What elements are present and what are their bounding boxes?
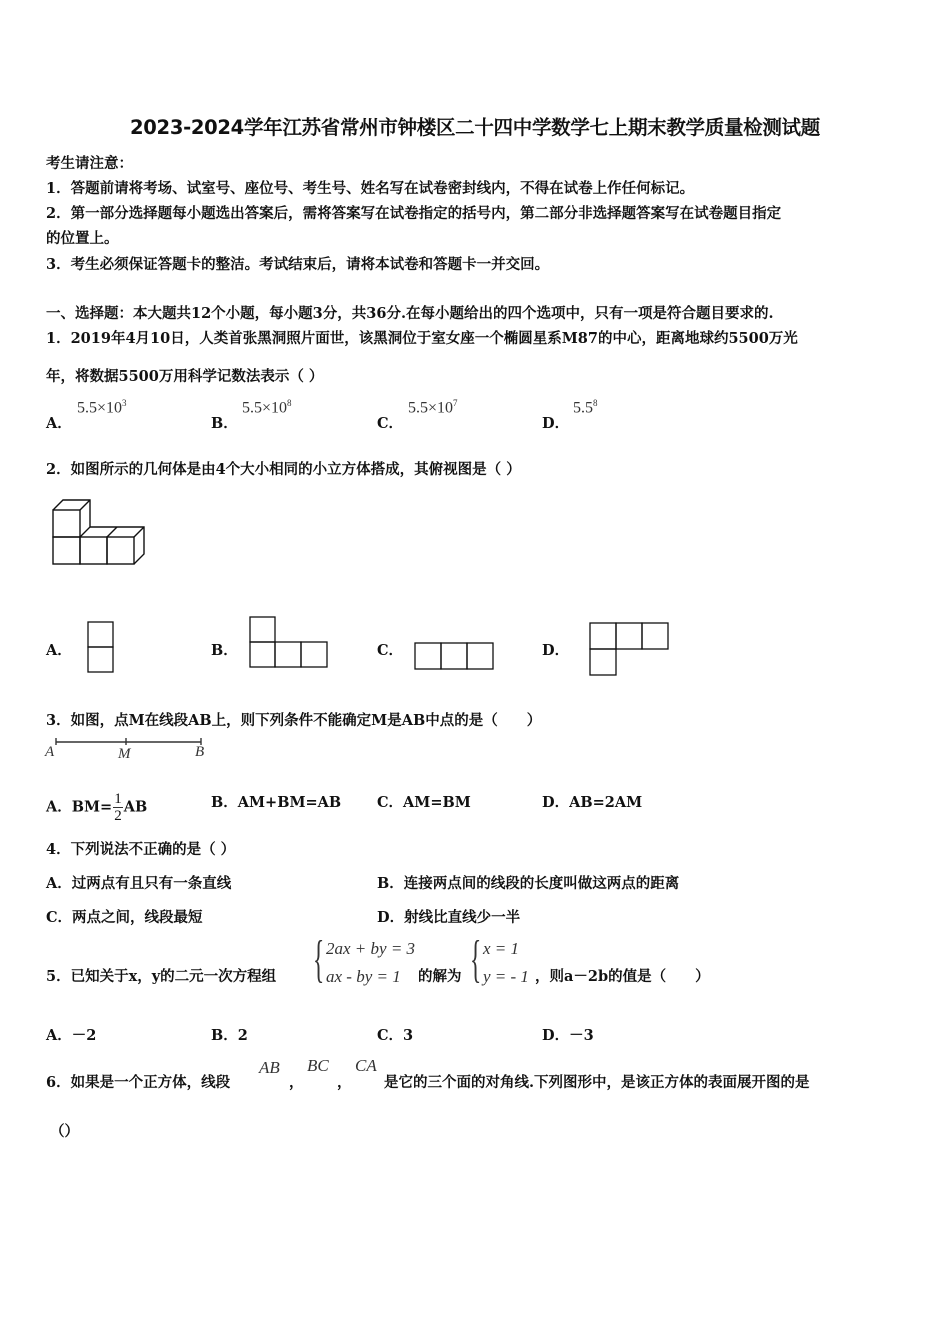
q4-option-c: C．两点之间，线段最短 <box>46 909 203 926</box>
q2-option-d-figure <box>589 622 671 678</box>
q5-option-c: C．3 <box>377 1027 414 1044</box>
page-title: 2023-2024学年江苏省常州市钟楼区二十四中学数学七上期末教学质量检测试题 <box>130 116 820 139</box>
q6-text-suffix: 是它的三个面的对角线.下列图形中，是该正方体的表面展开图的是 <box>384 1074 810 1091</box>
q3-option-c: C．AM=BM <box>377 794 471 811</box>
q5-text-prefix: 5．已知关于x，y的二元一次方程组 <box>46 968 277 985</box>
q2-option-c-label: C． <box>377 642 404 659</box>
q4-option-d: D．射线比直线少一半 <box>377 909 521 926</box>
q5-system-brace: { <box>313 931 325 988</box>
q1-option-b-value: $5.5\times 10^8$ <box>242 398 292 417</box>
q5-option-a: A．－2 <box>46 1027 97 1044</box>
q3-point-a: A <box>45 744 55 760</box>
section-heading: 一、选择题：本大题共12个小题，每小题3分，共36分.在每小题给出的四个选项中，只有一项是符合题目要求的. <box>46 305 774 322</box>
q5-equation-1: 2ax + by = 3 <box>326 939 416 958</box>
q6-comma-2: ， <box>337 1074 352 1091</box>
q5-solution-brace: { <box>470 931 482 988</box>
q1-option-d-label: D． <box>542 415 570 432</box>
q3-option-d: D．AB=2AM <box>542 794 643 811</box>
q3-option-b: B．AM+BM=AB <box>211 794 342 811</box>
q2-option-a-label: A． <box>46 642 72 659</box>
q2-option-c-figure <box>414 642 496 672</box>
q1-option-a-value: $5.5\times 10^3$ <box>77 398 127 417</box>
q3-text: 3．如图，点M在线段AB上，则下列条件不能确定M是AB中点的是（ ） <box>46 712 542 729</box>
notice-item-2-cont: 的位置上。 <box>46 230 119 247</box>
q2-text: 2．如图所示的几何体是由4个大小相同的小立方体搭成，其俯视图是（ ） <box>46 461 521 478</box>
q1-option-d-value: $5.5^8$ <box>573 398 598 417</box>
q5-option-b: B．2 <box>211 1027 248 1044</box>
q5-solution-x: x = 1 <box>483 939 520 958</box>
q6-segment-ab: AB <box>259 1058 280 1077</box>
q5-text-middle: 的解为 <box>418 968 462 985</box>
q1-option-c-value: $5.5\times 10^7$ <box>408 398 458 417</box>
q5-text-suffix: ，则a－2b的值是（ ） <box>535 968 710 985</box>
q2-option-d-label: D． <box>542 642 570 659</box>
q1-text-2: 年，将数据5500万用科学记数法表示（ ） <box>46 368 324 385</box>
notice-item-2: 2．第一部分选择题每小题选出答案后，需将答案写在试卷指定的括号内，第二部分非选择题答案写在试卷题目指定 <box>46 205 782 222</box>
q3-point-b: B <box>195 744 205 760</box>
notice-item-1: 1．答题前请将考场、试室号、座位号、考生号、姓名写在试卷密封线内，不得在试卷上作任何标记。 <box>46 180 695 197</box>
q3-point-m: M <box>118 746 131 762</box>
q5-equation-2: ax - by = 1 <box>326 967 401 986</box>
q2-option-b-label: B． <box>211 642 238 659</box>
q6-text-prefix: 6．如果是一个正方体，线段 <box>46 1074 231 1091</box>
q1-option-b-label: B． <box>211 415 238 432</box>
q2-option-b-figure <box>249 616 331 670</box>
q2-option-a-figure <box>87 621 115 675</box>
q6-comma-1: ， <box>289 1074 304 1091</box>
q1-text: 1．2019年4月10日，人类首张黑洞照片面世，该黑洞位于室女座一个椭圆星系M87的中心，距离地球约5500万光 <box>46 330 798 347</box>
q5-option-d: D．－3 <box>542 1027 594 1044</box>
q3-option-a: A．BM= $\frac{1}{2}$ AB <box>46 791 148 824</box>
q6-answer-paren: （） <box>50 1123 79 1140</box>
q6-segment-bc: BC <box>307 1056 329 1075</box>
q4-text: 4．下列说法不正确的是（ ） <box>46 841 236 858</box>
q4-option-a: A．过两点有且只有一条直线 <box>46 875 232 892</box>
q5-solution-y: y = - 1 <box>483 967 529 986</box>
q4-option-b: B．连接两点间的线段的长度叫做这两点的距离 <box>377 875 680 892</box>
q1-option-a-label: A． <box>46 415 72 432</box>
q6-segment-ca: CA <box>355 1056 377 1075</box>
q1-option-c-label: C． <box>377 415 404 432</box>
notice-item-3: 3．考生必须保证答题卡的整洁。考试结束后，请将本试卷和答题卡一并交回。 <box>46 256 550 273</box>
q2-solid-figure <box>50 497 150 567</box>
notice-heading: 考生请注意： <box>46 155 133 172</box>
